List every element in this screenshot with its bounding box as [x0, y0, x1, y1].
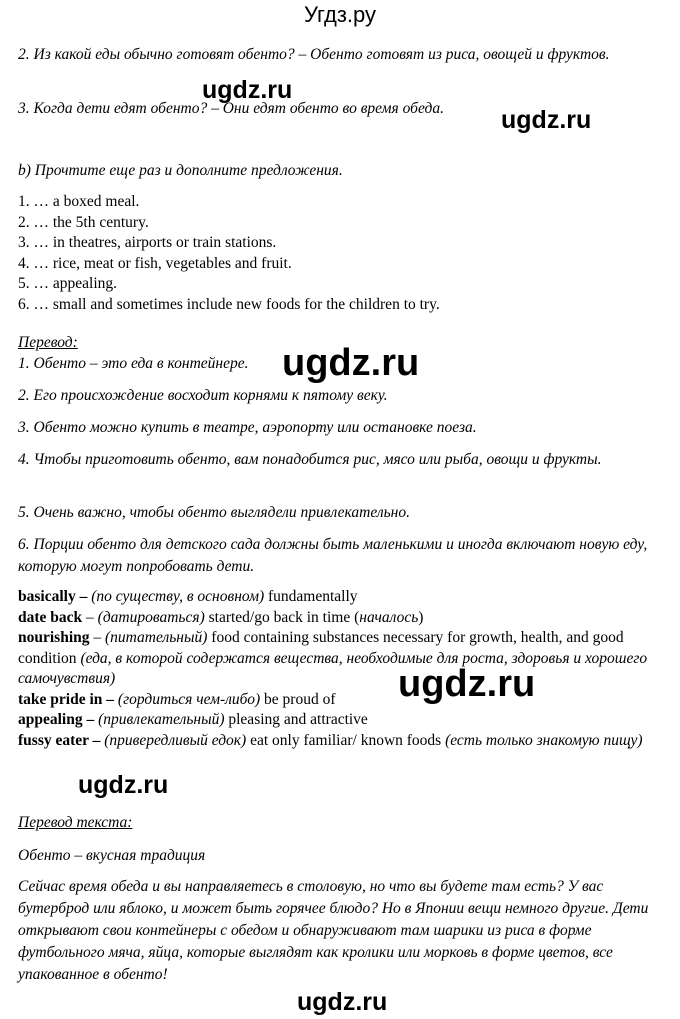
- list-item: 1. … a boxed meal.: [18, 193, 140, 210]
- text-translation-body: Сейчас время обеда и вы направляетесь в столовую, но что вы будете там есть? У вас бутерброд или яблоко, и может быть горячее блюдо? Но в Японии вещи немного другие. Дети открывают свои контейнеры с обедом и обнаруживают там шарики из риса в форме футбольного мяча, яйца, которые выглядят как кролики или морковь в форме цветов, все упакованное в обенто!: [18, 878, 649, 983]
- task-b-list: [18, 192, 440, 315]
- vocab-ru: (привередливый едок): [100, 731, 247, 749]
- list-item: 6. … small and sometimes include new foods for the children to try.: [18, 295, 440, 313]
- vocab-tail: ): [418, 608, 424, 626]
- vocab-term: date back: [18, 608, 83, 626]
- vocab-term: appealing –: [18, 711, 95, 728]
- text-translation-heading: Перевод текста:: [18, 814, 133, 831]
- vocab-ru-note: началось: [359, 608, 419, 626]
- vocab-en: food containing substances necessary for growth, health, and good condition: [18, 629, 624, 667]
- translation-item: 5. Очень важно, чтобы обенто выглядели привлекательно.: [18, 504, 410, 521]
- vocab-en: eat only familiar/ known foods: [246, 731, 446, 749]
- task-b-heading: b) Прочтите еще раз и дополните предложения.: [18, 162, 343, 179]
- answer-3: 3. Когда дети едят обенто? – Они едят обенто во время обеда.: [18, 100, 444, 117]
- translation-item: 2. Его происхождение восходит корнями к пятому веку.: [18, 387, 388, 404]
- vocabulary-list: [18, 587, 668, 751]
- vocab-ru-note: (еда, в которой содержатся вещества, необходимые для роста, здоровья и хорошего самочувствия): [18, 649, 648, 687]
- translation-heading: Перевод:: [18, 334, 78, 351]
- vocab-term: take pride in –: [18, 690, 115, 708]
- text-translation-title: Обенто – вкусная традиция: [18, 847, 206, 864]
- vocab-term: nourishing: [18, 629, 90, 646]
- translation-item: 1. Обенто – это еда в контейнере.: [18, 355, 249, 372]
- list-item: 3. … in theatres, airports or train stations.: [18, 234, 277, 251]
- vocab-ru-note: (есть только знакомую пищу): [445, 731, 643, 749]
- page-header: Угдз.ру: [303, 2, 377, 27]
- vocab-en: fundamentally: [264, 588, 358, 605]
- vocab-en: pleasing and attractive: [224, 711, 368, 728]
- list-item: 2. … the 5th century.: [18, 213, 149, 231]
- vocab-en: started/go back in time (: [204, 608, 360, 626]
- watermark: ugdz.ru: [78, 771, 169, 799]
- vocab-ru: (гордиться чем-либо): [114, 690, 261, 708]
- watermark: ugdz.ru: [202, 76, 293, 104]
- watermark: ugdz.ru: [501, 106, 592, 134]
- list-item: 5. … appealing.: [18, 275, 118, 292]
- vocab-en: be proud of: [260, 690, 336, 708]
- vocab-entry: [18, 608, 668, 629]
- translation-item: 3. Обенто можно купить в театре, аэропорту или остановке поеза.: [18, 419, 477, 436]
- vocab-ru: (по существу, в основном): [87, 588, 265, 605]
- vocab-entry: [18, 710, 668, 731]
- vocab-ru: – (датироваться): [82, 608, 205, 626]
- vocab-ru: – (питательный): [89, 629, 208, 646]
- answer-2: 2. Из какой еды обычно готовят обенто? – Обенто готовят из риса, овощей и фруктов.: [18, 46, 610, 63]
- vocab-entry: [18, 587, 668, 608]
- translation-item: 4. Чтобы приготовить обенто, вам понадобится рис, мясо или рыба, овощи и фрукты.: [18, 451, 602, 468]
- list-item: 4. … rice, meat or fish, vegetables and fruit.: [18, 254, 292, 272]
- vocab-term: basically –: [18, 588, 88, 605]
- watermark: ugdz.ru: [282, 342, 420, 384]
- watermark: ugdz.ru: [398, 663, 536, 705]
- translation-item: 6. Порции обенто для детского сада должны быть маленькими и иногда включают новую еду, которую могут попробовать дети.: [18, 536, 648, 575]
- vocab-entry: [18, 690, 668, 711]
- vocab-entry: [18, 731, 668, 752]
- vocab-entry: [18, 628, 668, 690]
- watermark: ugdz.ru: [297, 988, 388, 1016]
- vocab-term: fussy eater –: [18, 731, 101, 749]
- vocab-ru: (привлекательный): [94, 711, 225, 728]
